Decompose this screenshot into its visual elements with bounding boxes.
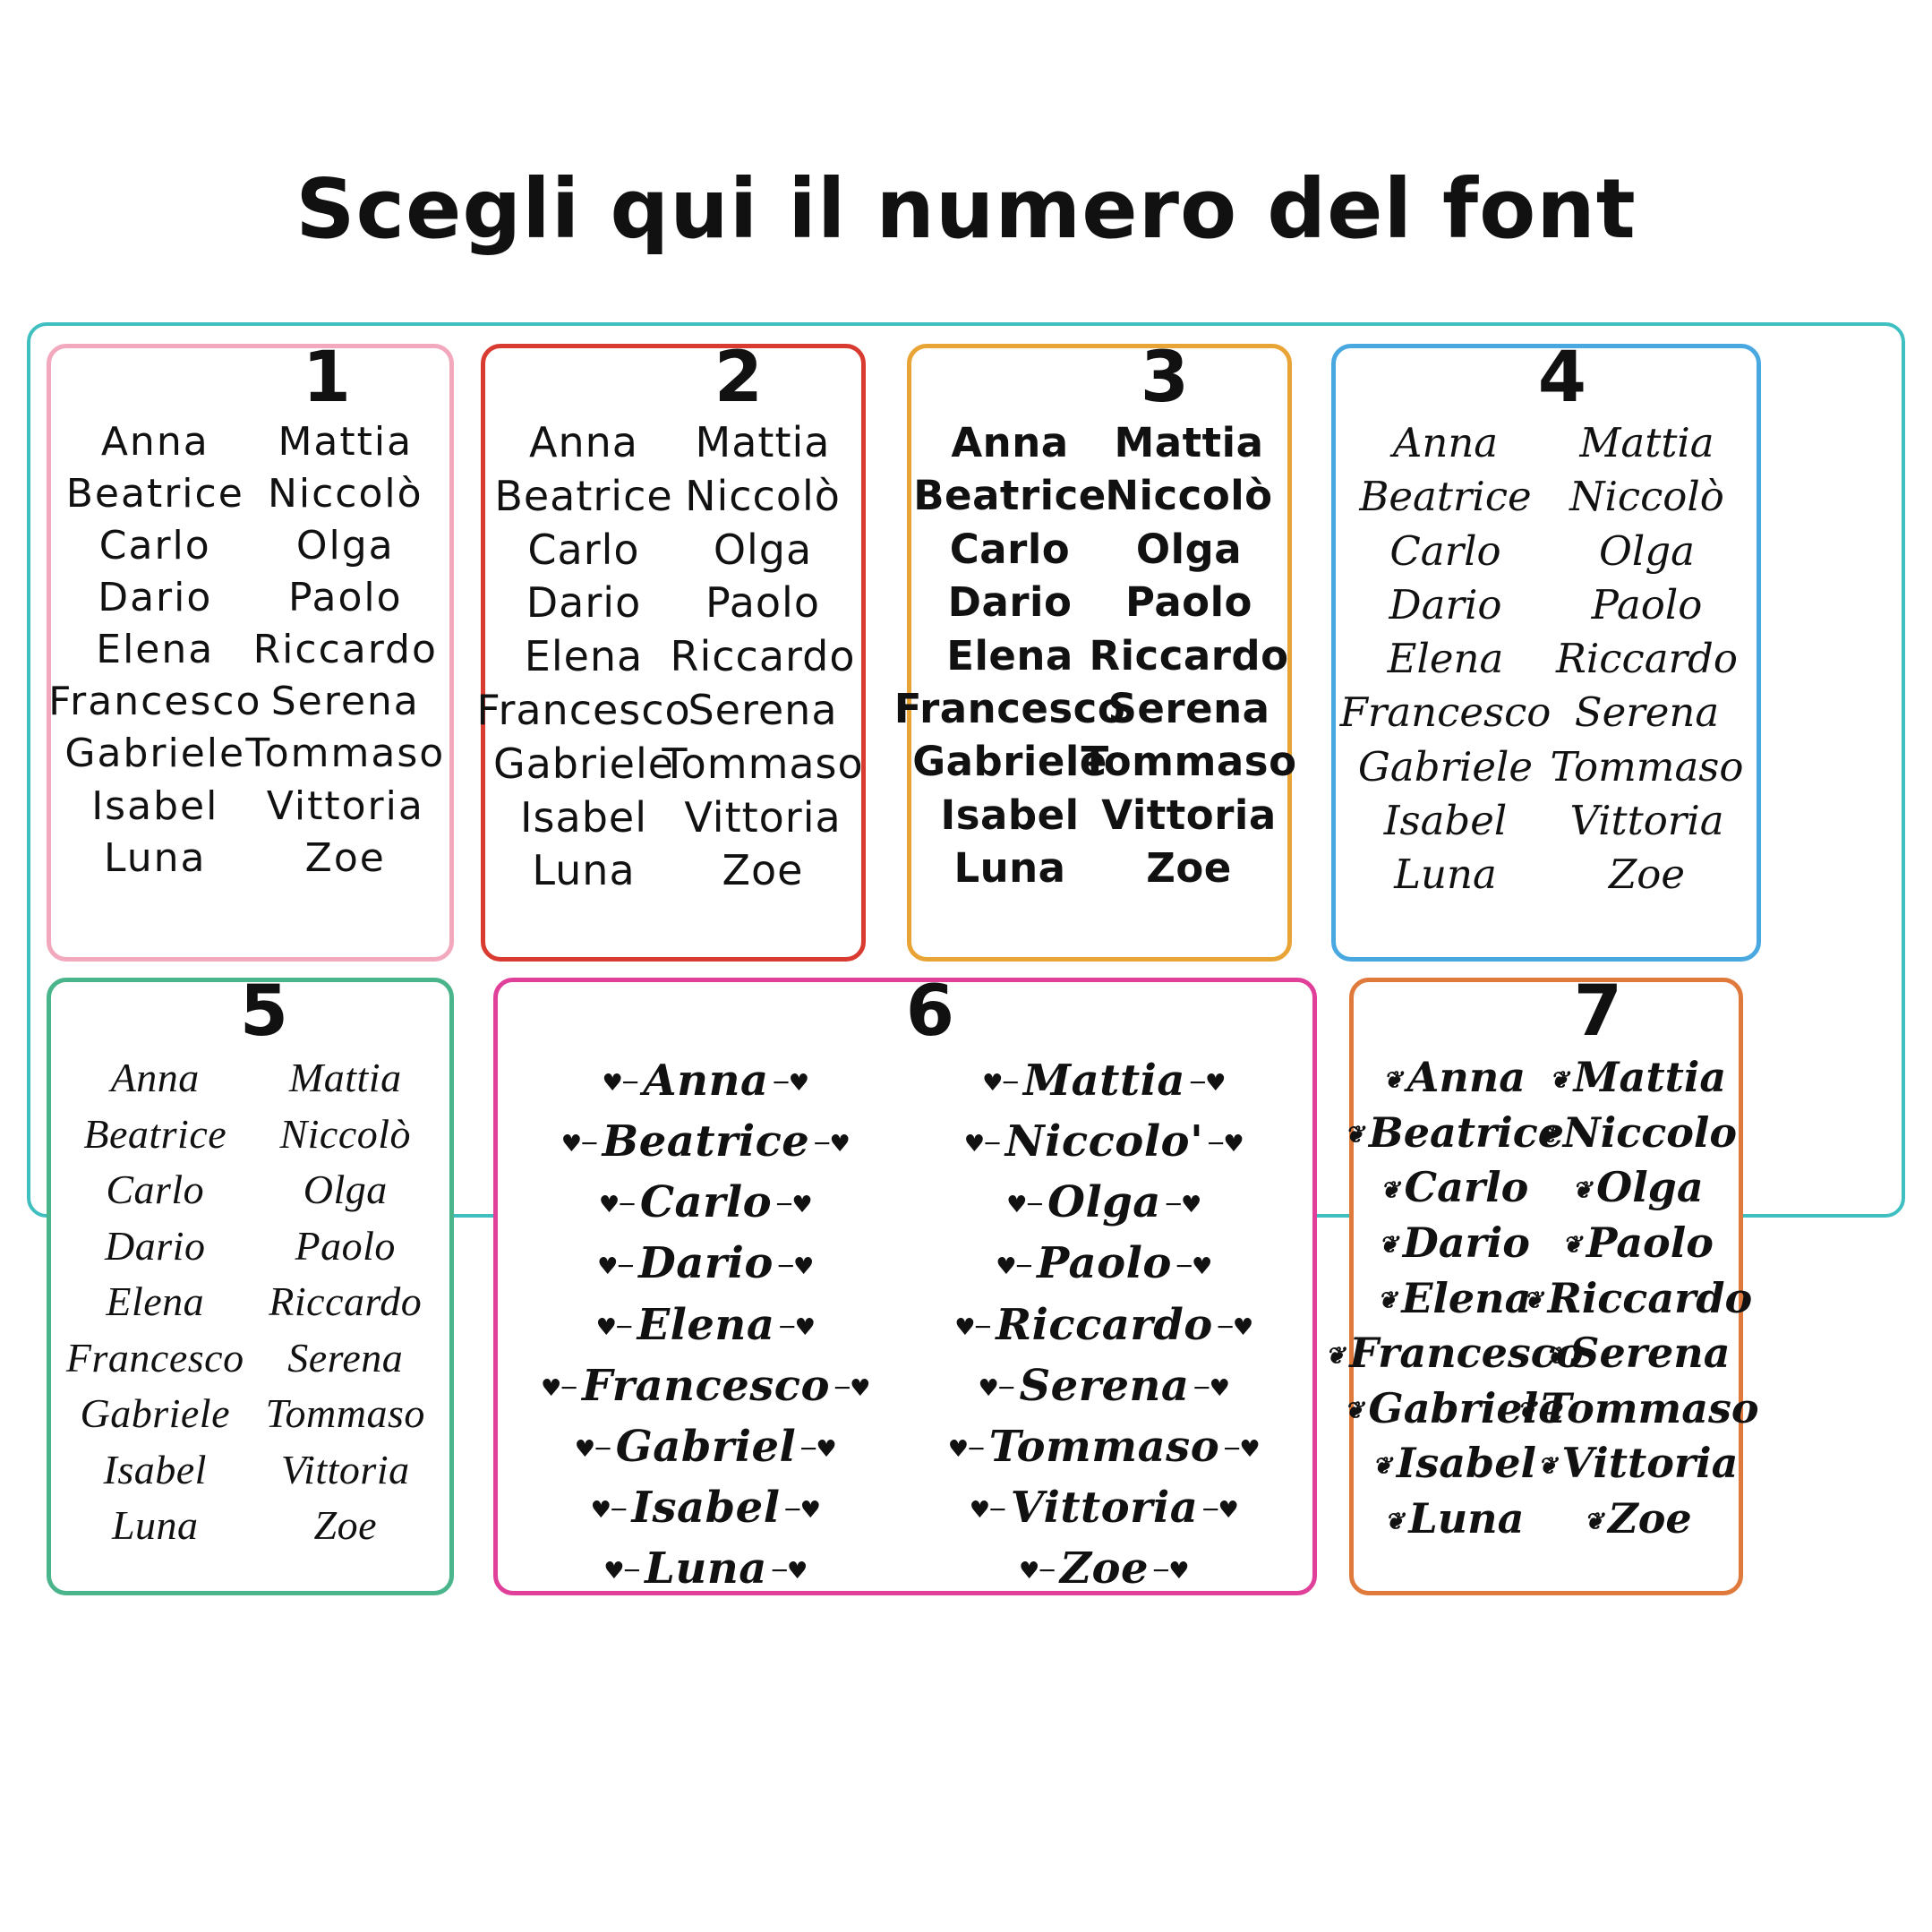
font-number-4: 4: [1537, 338, 1586, 418]
name-item: Olga: [303, 1167, 388, 1213]
name-item: Olga: [1599, 526, 1695, 575]
name-column-left: [48, 416, 262, 885]
name-item: Anna: [529, 418, 638, 466]
name-item: ♥─ Paolo ─♥: [996, 1233, 1213, 1294]
name-item: ♥─ Elena ─♥: [596, 1295, 816, 1355]
name-item: ❦ Riccardo: [1524, 1271, 1752, 1327]
name-item: Anna: [110, 1055, 200, 1100]
name-item: Riccardo: [252, 627, 438, 673]
name-column-left: [476, 416, 691, 898]
name-item: Francesco: [893, 684, 1126, 732]
name-item: Paolo: [705, 578, 820, 628]
name-item: Carlo: [106, 1167, 205, 1213]
name-item: ♥─ Beatrice ─♥: [561, 1111, 851, 1172]
name-item: Vittoria: [280, 1446, 410, 1492]
name-item: Paolo: [1125, 578, 1252, 627]
name-item: Mattia: [278, 419, 414, 465]
name-item: Anna: [100, 419, 209, 465]
font-name-list-6: [507, 1050, 1304, 1599]
name-item: Riccardo: [670, 632, 856, 681]
name-column-right: [251, 1050, 441, 1554]
name-item: ❦ Tommaso: [1517, 1381, 1758, 1437]
name-item: ❦ Serena: [1545, 1326, 1730, 1381]
name-item: Anna: [951, 419, 1069, 466]
name-item: Luna: [111, 1502, 199, 1549]
name-item: Dario: [947, 578, 1073, 627]
name-item: Tommaso: [1081, 738, 1297, 786]
name-item: Beatrice: [65, 471, 244, 517]
name-column-right: [1546, 416, 1748, 902]
font-name-list-2: [476, 416, 864, 898]
name-item: ♥─ Dario ─♥: [597, 1233, 815, 1294]
name-item: Beatrice: [913, 472, 1107, 520]
font-name-list-7: [1349, 1050, 1759, 1547]
name-item: Gabriele: [492, 739, 675, 788]
name-item: ♥─ Zoe ─♥: [1019, 1538, 1190, 1599]
name-item: Elena: [106, 1278, 205, 1325]
name-item: Carlo: [949, 525, 1071, 573]
name-item: ♥─ Isabel ─♥: [591, 1477, 822, 1538]
name-column-left: [1349, 1050, 1584, 1547]
name-item: Paolo: [295, 1222, 396, 1269]
name-item: ♥─ Francesco ─♥: [541, 1355, 871, 1416]
name-item: ❦ Francesco: [1326, 1326, 1584, 1381]
name-item: ❦ Niccolo: [1539, 1106, 1737, 1161]
page-title: Scegli qui il numero del font: [295, 161, 1637, 257]
name-item: Gabriele: [1357, 742, 1534, 791]
name-item: ❦ Gabriele: [1345, 1381, 1565, 1437]
name-item: ❦ Carlo: [1381, 1160, 1529, 1216]
name-column-left: [507, 1050, 905, 1599]
name-item: Dario: [526, 578, 642, 628]
name-item: Dario: [1389, 580, 1502, 628]
name-item: Zoe: [313, 1502, 377, 1549]
name-item: Elena: [524, 632, 644, 681]
name-column-right: [662, 416, 864, 898]
font-samples-container: [27, 322, 1905, 1594]
font-card-1[interactable]: [47, 338, 454, 962]
name-item: Francesco: [476, 685, 691, 734]
name-item: ♥─ Mattia ─♥: [982, 1050, 1227, 1111]
name-item: ♥─ Anna ─♥: [602, 1050, 809, 1111]
font-number-2: 2: [714, 338, 763, 418]
name-column-right: [1081, 416, 1297, 895]
name-item: ❦ Zoe: [1584, 1492, 1691, 1547]
name-item: Riccardo: [1556, 635, 1738, 683]
name-item: Tommaso: [265, 1390, 425, 1437]
font-name-list-3: [893, 416, 1297, 895]
name-column-right: [905, 1050, 1304, 1599]
name-item: Mattia: [695, 418, 831, 466]
name-item: ❦ Anna: [1383, 1050, 1526, 1106]
name-item: ♥─ Tommaso ─♥: [948, 1416, 1261, 1477]
name-item: Zoe: [1146, 844, 1232, 893]
name-item: Zoe: [1609, 851, 1685, 899]
font-name-list-5: [60, 1050, 440, 1554]
name-item: Elena: [96, 627, 215, 673]
font-card-2[interactable]: [476, 338, 866, 962]
name-item: ❦ Olga: [1572, 1160, 1703, 1216]
name-item: ♥─ Riccardo ─♥: [954, 1295, 1253, 1355]
name-item: Olga: [295, 523, 395, 569]
name-item: Carlo: [527, 525, 640, 574]
name-item: Olga: [1135, 525, 1243, 573]
name-item: ♥─ Niccolo' ─♥: [964, 1111, 1244, 1172]
name-column-right: [245, 416, 446, 885]
name-item: Zoe: [304, 834, 386, 881]
name-item: Isabel: [519, 792, 647, 842]
name-item: Paolo: [1591, 580, 1703, 628]
name-item: Anna: [1392, 419, 1499, 466]
name-item: Gabriele: [912, 738, 1107, 786]
name-item: ♥─ Luna ─♥: [603, 1538, 808, 1599]
name-item: Beatrice: [1359, 473, 1532, 521]
font-card-3[interactable]: [893, 338, 1297, 962]
name-item: Luna: [1394, 851, 1497, 899]
name-item: Mattia: [1579, 419, 1714, 466]
name-item: ♥─ Carlo ─♥: [599, 1172, 813, 1233]
name-item: ❦ Vittoria: [1538, 1436, 1739, 1492]
name-column-left: [893, 416, 1126, 895]
font-card-6[interactable]: [493, 971, 1317, 1595]
name-item: Tommaso: [662, 739, 864, 788]
font-number-3: 3: [1140, 338, 1189, 418]
name-item: Beatrice: [494, 471, 673, 520]
name-item: Luna: [953, 844, 1066, 893]
name-item: Serena: [688, 685, 838, 734]
font-card-4[interactable]: [1331, 338, 1761, 962]
font-card-7[interactable]: [1349, 971, 1759, 1595]
name-item: Gabriele: [80, 1390, 230, 1437]
name-item: Dario: [105, 1222, 206, 1269]
name-item: ♥─ Serena ─♥: [979, 1355, 1231, 1416]
name-item: Serena: [270, 679, 420, 725]
name-item: Luna: [532, 846, 636, 895]
name-item: ♥─ Gabriel ─♥: [575, 1416, 837, 1477]
name-item: Niccolò: [685, 471, 841, 520]
name-item: Elena: [946, 631, 1073, 680]
font-name-list-1: [48, 416, 446, 885]
name-item: ❦ Luna: [1385, 1492, 1525, 1547]
name-item: Olga: [713, 525, 813, 574]
name-item: Tommaso: [1550, 742, 1744, 791]
name-item: Francesco: [65, 1334, 244, 1381]
name-item: Paolo: [287, 575, 403, 621]
name-item: Francesco: [48, 679, 262, 725]
name-item: ❦ Beatrice: [1345, 1106, 1564, 1161]
name-item: ♥─ Olga ─♥: [1006, 1172, 1202, 1233]
name-column-right: [1541, 1050, 1759, 1547]
name-item: ❦ Paolo: [1562, 1216, 1714, 1271]
name-item: Serena: [1574, 688, 1720, 737]
font-name-list-4: [1339, 416, 1748, 902]
font-number-5: 5: [239, 971, 288, 1052]
font-number-7: 7: [1573, 971, 1622, 1052]
name-item: Niccolò: [279, 1110, 412, 1157]
name-item: Riccardo: [269, 1278, 423, 1325]
name-item: Riccardo: [1089, 631, 1289, 680]
name-column-left: [1339, 416, 1552, 902]
name-item: Gabriele: [64, 731, 246, 777]
name-item: Mattia: [288, 1055, 402, 1100]
name-item: Niccolò: [267, 471, 423, 517]
name-item: ♥─ Vittoria ─♥: [970, 1477, 1240, 1538]
name-item: Francesco: [1339, 688, 1552, 737]
name-item: Niccolò: [1105, 472, 1273, 520]
name-item: Niccolò: [1569, 473, 1724, 521]
name-item: Luna: [104, 834, 207, 881]
font-number-6: 6: [905, 971, 954, 1052]
name-item: ❦ Dario: [1379, 1216, 1530, 1271]
name-item: Isabel: [1383, 797, 1508, 845]
name-item: Carlo: [1389, 526, 1501, 575]
name-item: Elena: [1387, 635, 1504, 683]
name-item: Serena: [287, 1334, 404, 1381]
name-item: Carlo: [98, 523, 211, 569]
name-item: ❦ Mattia: [1550, 1050, 1726, 1106]
name-item: Mattia: [1114, 419, 1264, 466]
name-column-left: [60, 1050, 251, 1554]
font-number-1: 1: [302, 338, 351, 418]
name-item: Zoe: [722, 846, 804, 895]
name-item: Vittoria: [1101, 791, 1277, 839]
font-card-5[interactable]: [47, 971, 454, 1595]
name-item: Isabel: [91, 782, 219, 829]
name-item: ❦ Elena: [1378, 1271, 1532, 1327]
name-item: Isabel: [103, 1446, 207, 1492]
name-item: Vittoria: [266, 782, 424, 829]
name-item: Tommaso: [245, 731, 446, 777]
name-item: ❦ Isabel: [1372, 1436, 1536, 1492]
name-item: Beatrice: [83, 1110, 227, 1157]
name-item: Serena: [1107, 684, 1270, 732]
name-item: Isabel: [940, 791, 1080, 839]
font-card-row-1: [47, 338, 1885, 962]
font-card-row-2: [47, 971, 1885, 1595]
name-item: Dario: [98, 575, 213, 621]
name-item: Vittoria: [684, 792, 842, 842]
name-item: Vittoria: [1569, 797, 1724, 845]
